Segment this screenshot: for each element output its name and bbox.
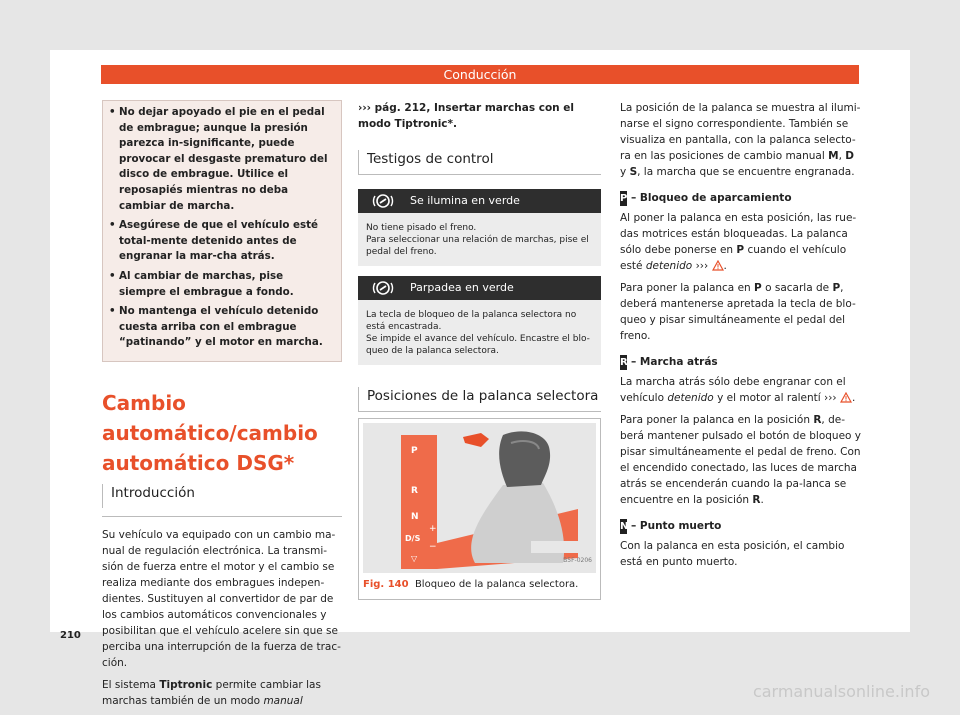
intro-paragraph: Su vehículo va equipado con un cambio ma-nual de regulación electrónica. La transmi-sión de fuerza entre el motor y el cambio se realiza mediante dos embragues indepen-dientes. Sustituyen al convertidor de par de los cambios automáticos convencionales y posibilitan que el vehículo acelere sin que se perciba una interrupción de la fuerza de trac-ción. [102, 528, 341, 669]
intro-heading: Introducción [102, 484, 342, 508]
position-p-paragraph-2: Para poner la palanca en P o sacarla de P, deberá mantenerse apretada la tecla de blo-queo y pisar simultáneamente el pedal del freno. [620, 282, 856, 342]
lamp-description: La tecla de bloqueo de la palanca selectora no está encastrada. Se impide el avance del vehículo. Encastre el blo-queo de la palanca selectora. [366, 310, 590, 356]
position-r-heading: R – Marcha atrás [620, 356, 718, 368]
position-display-paragraph: La posición de la palanca se muestra al ilumi-narse el signo correspondiente. También se visualiza en pantalla, con la palanca selecto-ra en las posiciones de cambio manual M, D y S, la marcha que se encuentre engranada. [620, 102, 861, 178]
warning-item: • No dejar apoyado el pie en el pedal de embrague; aunque la presión parezca in-significante, puede provocar el desgaste prematuro del disco de embrague. Utilice el reposapiés mientras no deba cambiar de marcha. [109, 106, 328, 212]
warning-item: • No mantenga el vehículo detenido cuesta arriba con el embrague “patinando” y el motor en marcha. [109, 305, 323, 349]
gear-lever-drawing [363, 423, 596, 573]
lamp-description: No tiene pisado el freno. Para seleccionar una relación de marchas, pise el pedal del freno. [366, 223, 589, 257]
gear-label-r: R [411, 486, 418, 496]
column-left [102, 100, 342, 715]
gear-label-ds: D/S [405, 534, 421, 543]
gear-badge-p: P [620, 192, 628, 204]
gear-label-p: P [411, 446, 418, 456]
heading-rule [102, 516, 342, 517]
position-r-paragraph-2: Para poner la palanca en la posición R, de-berá mantener pulsado el botón de bloqueo y pisar simultáneamente el pedal de freno. Con el encendido conectado, las luces de marcha atrás se encenderán cuando la pa-lanca se encuentre en la posición R. [620, 414, 862, 506]
warning-triangle-icon[interactable] [840, 392, 852, 403]
warning-item: • Al cambiar de marchas, pise siempre el embrague a fondo. [109, 269, 294, 298]
heading-rule [358, 411, 601, 412]
selector-lever-illustration [363, 423, 596, 573]
section-title: Cambio automático/cambio automático DSG* [102, 390, 318, 475]
gear-label-minus: − [429, 542, 437, 552]
lamp-header: Parpadea en verde [358, 276, 601, 300]
gear-label-plus: + [429, 524, 437, 534]
brake-foot-icon [372, 280, 394, 296]
indicator-lamp-solid [358, 189, 601, 266]
warning-box [102, 100, 342, 362]
warning-triangle-icon[interactable] [712, 260, 724, 271]
cross-reference-link[interactable]: ››› pág. 212, Insertar marchas con el modo Tiptronic*. [358, 102, 575, 130]
warning-item: • Asegúrese de que el vehículo esté total-mente detenido antes de engranar la mar-cha atrás. [109, 219, 319, 263]
figure-code: B5F-0206 [563, 557, 592, 564]
heading-rule [358, 174, 601, 175]
page-header: Conducción [101, 65, 859, 84]
lamp-header: Se ilumina en verde [358, 189, 601, 213]
position-r-paragraph: La marcha atrás sólo debe engranar con el vehículo detenido y el motor al ralentí ››› . [620, 376, 856, 404]
figure-caption: Fig. 140 Bloqueo de la palanca selectora. [363, 579, 579, 590]
position-p-heading: P – Bloqueo de aparcamiento [620, 192, 792, 204]
position-n-paragraph: Con la palanca en esta posición, el cambio está en punto muerto. [620, 540, 845, 568]
gear-label-n: N [411, 512, 419, 522]
position-n-heading: N – Punto muerto [620, 520, 722, 532]
gear-badge-n: N [620, 520, 629, 532]
brake-foot-icon [372, 193, 394, 209]
position-p-paragraph: Al poner la palanca en esta posición, las rue-das motrices están bloqueadas. La palanca sólo debe ponerse en P cuando el vehículo esté detenido ››› . [620, 212, 857, 272]
watermark: carmanualsonline.info [752, 682, 930, 701]
gear-badge-r: R [620, 356, 628, 368]
selector-positions-heading: Posiciones de la palanca selectora [358, 387, 601, 411]
gear-label-down: ▽ [411, 554, 418, 563]
indicator-lamp-flashing [358, 276, 601, 365]
page-number: 210 [60, 630, 81, 641]
column-right [620, 100, 863, 576]
column-middle [358, 100, 601, 600]
indicator-heading: Testigos de control [358, 150, 601, 174]
figure-selector-lever [358, 418, 601, 600]
intro-paragraph-2: El sistema Tiptronic permite cambiar las marchas también de un modo manual [102, 678, 321, 707]
